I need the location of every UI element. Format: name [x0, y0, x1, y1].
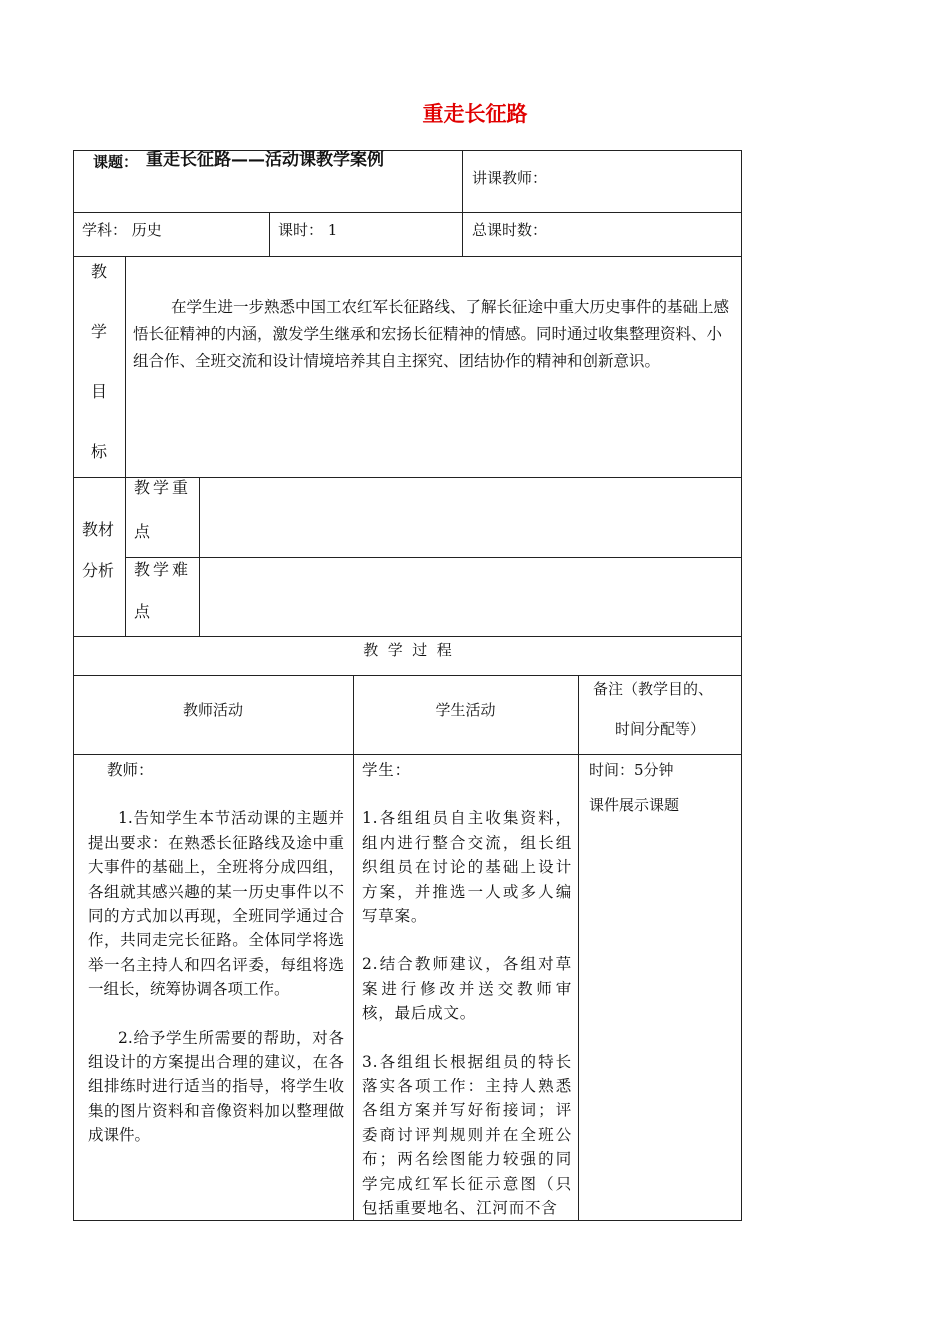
teacher-activity-header: 教师活动 — [182, 701, 243, 719]
notes-header-line1: 备注（教学目的、 — [593, 680, 714, 698]
notes-header-line2: 时间分配等） — [614, 720, 705, 738]
hours-cell: 课时： 1 — [278, 221, 338, 239]
subject-cell: 学科： 历史 — [82, 221, 162, 239]
objectives-label: 教 学 目 标 — [90, 262, 107, 461]
difficult-points-label-2: 点 — [134, 602, 151, 621]
topic-value: 重走长征路——活动课教学案例 — [146, 150, 384, 170]
notes-item: 课件展示课题 — [589, 796, 680, 814]
analysis-label-line1: 教材 — [82, 520, 115, 539]
key-points-label-2: 点 — [134, 522, 151, 541]
process-heading: 教 学 过 程 — [363, 641, 452, 659]
student-activity-header: 学生活动 — [435, 701, 496, 719]
student-activity: 学生： 1.各组组员自主收集资料，组内进行整合交流，组长组织组员在讨论的基础上设计方案，并推选一人或多人编写草案。 2.结合教师建议，各组对草案进行修改并送交教师审核，最后成文。 3.各组组长根据组员的特长落实各项工作：主持人熟悉各组方案并写好衔接词；评委商讨评判规则并在全班公布；两名绘图能力较强的同学完成红军长征示意图（只包括重要地名、江河而不含 — [362, 761, 572, 1218]
difficult-points-label: 教学难 — [134, 560, 192, 579]
total-hours-cell: 总课时数： — [472, 221, 548, 239]
notes-time: 时间：5分钟 — [589, 761, 674, 779]
page-title: 重走长征路 — [422, 102, 528, 126]
objectives-text: 在学生进一步熟悉中国工农红军长征路线、了解长征途中重大历史事件的基础上感悟长征精神的内涵，激发学生继承和宏扬长征精神的情感。同时通过收集整理资料、小组合作、全班交流和设计情境培养其自主探究、团结协作的精神和创新意识。 — [133, 298, 730, 370]
key-points-label: 教学重 — [134, 478, 192, 497]
teacher-activity: 教师： 1.告知学生本节活动课的主题并提出要求：在熟悉长征路线及途中重大事件的基础上，全班将分成四组，各组就其感兴趣的某一历史事件以不同的方式加以再现，全班同学通过合作，共同走完长征路。全体同学将选举一名主持人和四名评委，每组将选一组长，统筹协调各项工作。 2.给予学生所需要的帮助，对各组设计的方案提出合理的建议，在各组排练时进行适当的指导，将学生收集的图片资料和音像资料加以整理做成课件。 — [88, 761, 344, 1145]
teacher-label: 讲课教师： — [472, 169, 548, 187]
topic-label: 课题： — [93, 153, 139, 171]
analysis-label-line2: 分析 — [82, 561, 115, 580]
